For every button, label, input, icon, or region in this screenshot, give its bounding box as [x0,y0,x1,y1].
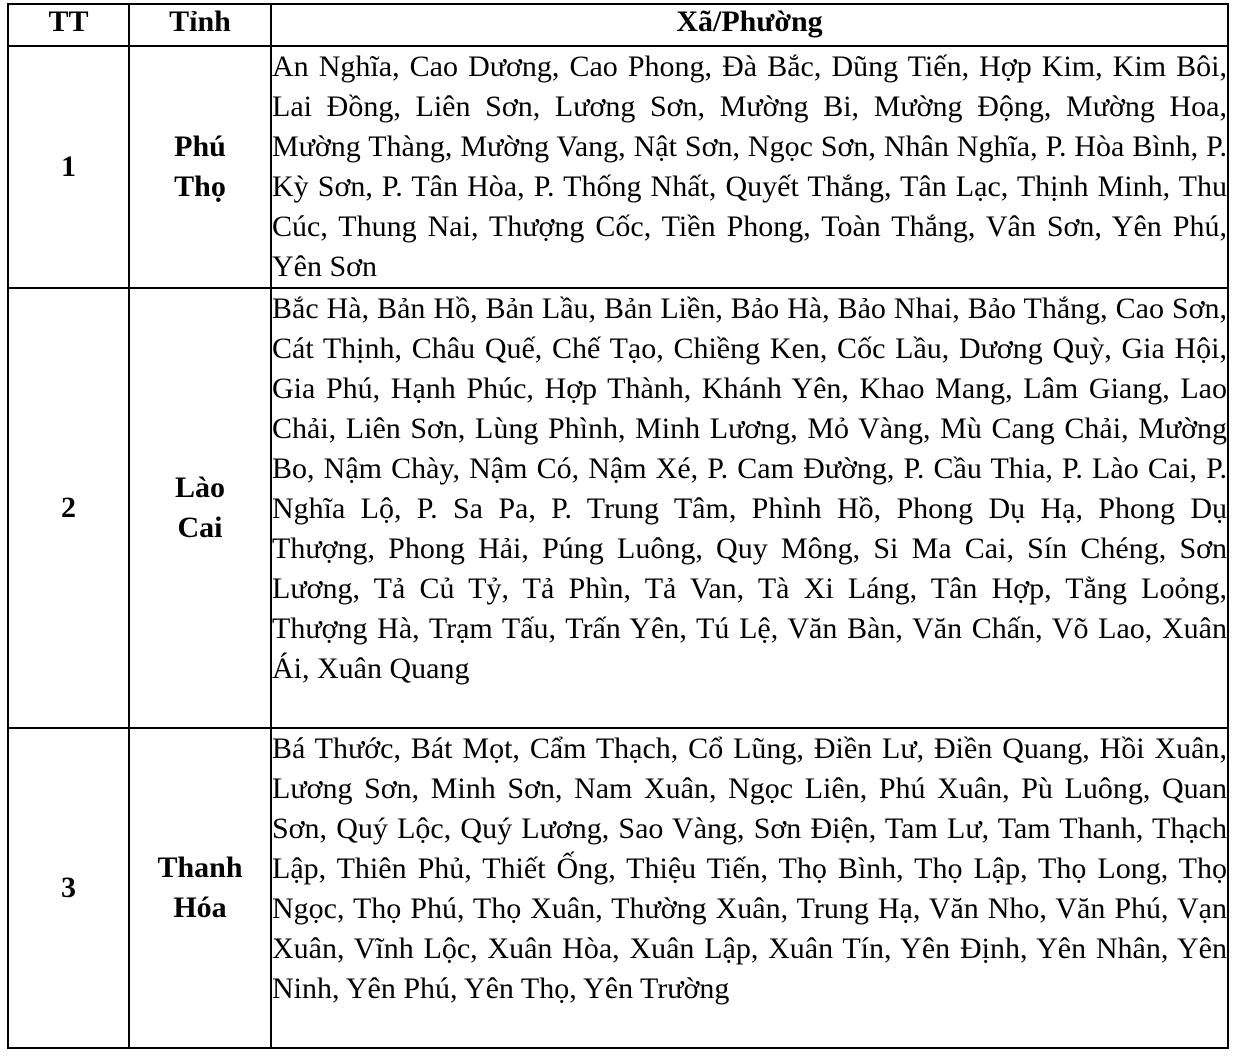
commune-list: Bá Thước, Bát Mọt, Cẩm Thạch, Cổ Lũng, Điền Lư, Điền Quang, Hồi Xuân, Lương Sơn, Minh Sơn, Nam Xuân, Ngọc Liên, Phú Xuân, Pù Luông, Quan Sơn, Quý Lộc, Quý Lương, Sao Vàng, Sơn Điện, Tam Lư, Tam Thanh, Thạch Lập, Thiên Phủ, Thiết Ống, Thiệu Tiến, Thọ Bình, Thọ Lập, Thọ Long, Thọ Ngọc, Thọ Phú, Thọ Xuân, Thường Xuân, Trung Hạ, Văn Nho, Văn Phú, Vạn Xuân, Vĩnh Lộc, Xuân Hòa, Xuân Lập, Xuân Tín, Yên Định, Yên Nhân, Yên Ninh, Yên Phú, Yên Thọ, Yên Trường [271,728,1228,1048]
table-row [8,46,1228,288]
table-row [8,288,1228,728]
province-name-line: Thanh [157,851,243,884]
row-number: 1 [8,46,129,288]
row-number: 3 [8,728,129,1048]
commune-list: Bắc Hà, Bản Hồ, Bản Lầu, Bản Liền, Bảo Hà, Bảo Nhai, Bảo Thắng, Cao Sơn, Cát Thịnh, Châu Quế, Chế Tạo, Chiềng Ken, Cốc Lầu, Dương Quỳ, Gia Hội, Gia Phú, Hạnh Phúc, Hợp Thành, Khánh Yên, Khao Mang, Lâm Giang, Lao Chải, Liên Sơn, Lùng Phình, Minh Lương, Mỏ Vàng, Mù Cang Chải, Mường Bo, Nậm Chày, Nậm Có, Nậm Xé, P. Cam Đường, P. Cầu Thia, P. Lào Cai, P. Nghĩa Lộ, P. Sa Pa, P. Trung Tâm, Phình Hồ, Phong Dụ Hạ, Phong Dụ Thượng, Phong Hải, Púng Luông, Quy Mông, Si Ma Cai, Sín Chéng, Sơn Lương, Tả Củ Tỷ, Tả Phìn, Tả Van, Tà Xi Láng, Tân Hợp, Tằng Loỏng, Thượng Hà, Trạm Tấu, Trấn Yên, Tú Lệ, Văn Bàn, Văn Chấn, Võ Lao, Xuân Ái, Xuân Quang [271,288,1228,728]
header-xa-phuong: Xã/Phường [271,4,1228,46]
province-name-line: Cai [177,511,223,544]
commune-table [7,3,1229,1049]
province-name-line: Hóa [173,891,227,924]
province-name-line: Lào [174,471,225,504]
header-row [8,4,1228,46]
commune-list: An Nghĩa, Cao Dương, Cao Phong, Đà Bắc, Dũng Tiến, Hợp Kim, Kim Bôi, Lai Đồng, Liên Sơn, Lương Sơn, Mường Bi, Mường Động, Mường Hoa, Mường Thàng, Mường Vang, Nật Sơn, Ngọc Sơn, Nhân Nghĩa, P. Hòa Bình, P. Kỳ Sơn, P. Tân Hòa, P. Thống Nhất, Quyết Thắng, Tân Lạc, Thịnh Minh, Thu Cúc, Thung Nai, Thượng Cốc, Tiền Phong, Toàn Thắng, Vân Sơn, Yên Phú, Yên Sơn [271,46,1228,288]
row-number: 2 [8,288,129,728]
province-name-line: Phú [174,130,226,163]
header-tt: TT [8,4,129,46]
province-name-line: Thọ [174,170,226,203]
province-name [129,46,271,288]
header-tinh: Tỉnh [129,4,271,46]
province-name [129,288,271,728]
province-name [129,728,271,1048]
table-row [8,728,1228,1048]
